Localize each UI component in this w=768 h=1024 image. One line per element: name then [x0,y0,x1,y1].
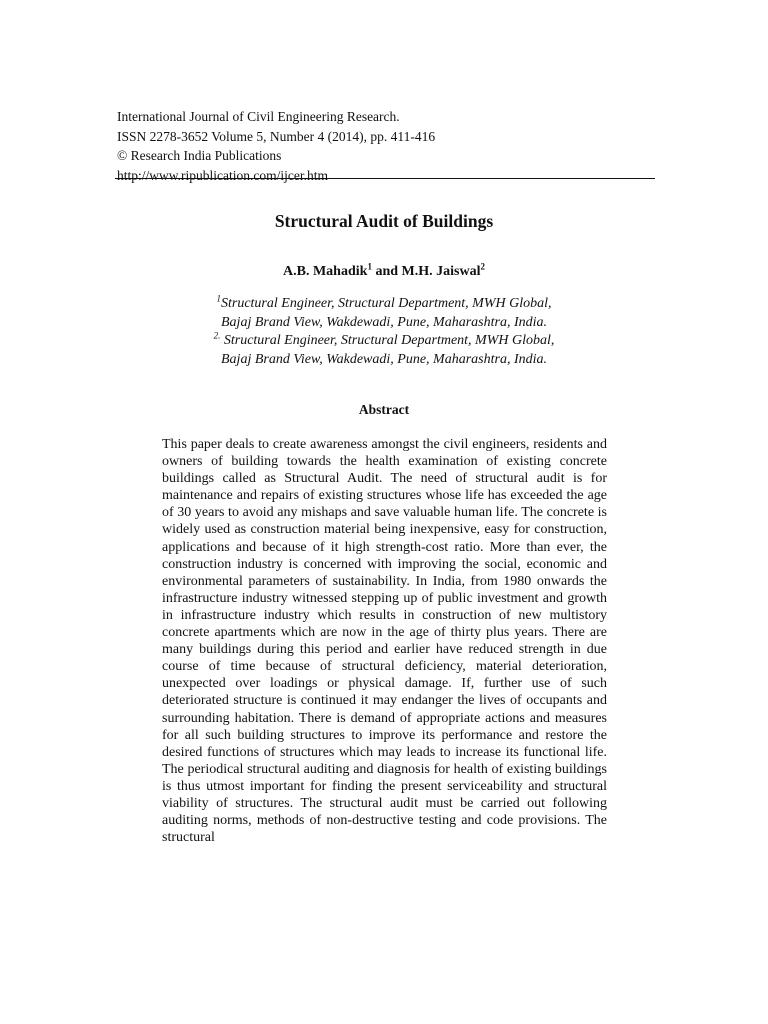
affiliation-2-text: Structural Engineer, Structural Department, MWH Global, [220,333,555,348]
author-1-name: A.B. Mahadik [283,264,368,279]
author-conjunction: and [371,264,402,279]
abstract-text: This paper deals to create awareness amongst the civil engineers, residents and owners of building towards the health examination of existing concrete buildings called as Structural Audit. The need of structural audit is for maintenance and repairs of existing structures whose life has exceeded the age of 30 years to avoid any mishaps and save valuable human life. The concrete is widely used as construction material being inexpensive, easy for construction, applications and because of it high strength-cost ratio. More than ever, the construction industry is concerned with improving the social, economic and environmental parameters of sustainability. In India, from 1980 onwards the infrastructure industry witnessed stepping up of public investment and growth in infrastructure industry which results in construction of new multistory concrete apartments which are now in the age of thirty plus years. There are many buildings during this period and earlier have reduced strength in due course of time because of structural deficiency, material deterioration, unexpected over loadings or physical damage. If, further use of such deteriorated structure is continued it may endanger the lives of occupants and surrounding habitation. There is demand of appropriate actions and measures for all such building structures to improve its performance and restore the desired functions of structures which may leads to increase its functional life. The periodical structural auditing and diagnosis for health of existing buildings is thus utmost important for finding the present serviceability and structural viability of structures. The structural audit must be carried out following auditing norms, methods of non-destructive testing and code provisions. The structural [162,437,607,846]
header-divider [115,178,655,179]
author-2-superscript: 2 [480,261,485,272]
journal-publisher: © Research India Publications [117,148,282,163]
abstract-heading: Abstract [358,402,410,417]
author-2-name: M.H. Jaiswal [401,264,481,279]
affiliation-1-text: Structural Engineer, Structural Department, MWH Global, [220,296,552,311]
affiliations [0,295,768,369]
affiliation-1-line-2: Bajaj Brand View, Wakdewadi, Pune, Maharashtra, India. [221,314,547,330]
affiliation-2-line-2: Bajaj Brand View, Wakdewadi, Pune, Maharashtra, India. [221,351,547,367]
affiliation-2-line-1 [0,332,768,351]
affiliation-1-line-1 [0,295,768,314]
affiliation-1-superscript: 1 [216,293,221,304]
journal-url: http://www.ripublication.com/ijcer.htm [117,167,328,183]
paper-title: Structural Audit of Buildings [274,211,494,231]
journal-issn: ISSN 2278-3652 Volume 5, Number 4 (2014), pp. 411-416 [117,128,436,144]
journal-name: International Journal of Civil Engineering Research. [117,109,400,124]
author-line [0,261,768,280]
affiliation-2-superscript: 2. [213,330,221,341]
journal-header [117,107,654,185]
author-1-superscript: 1 [367,261,372,272]
